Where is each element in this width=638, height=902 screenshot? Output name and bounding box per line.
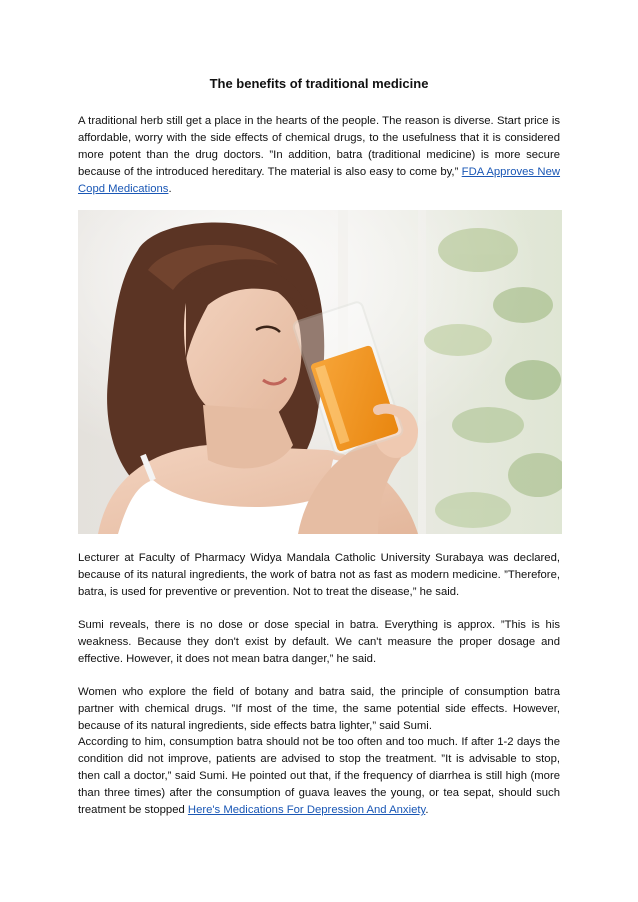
woman-drinking-juice-illustration: [78, 210, 562, 534]
paragraph-consumption: [78, 734, 560, 819]
paragraph-text: A traditional herb still get a place in the hearts of the people. The reason is diverse. Start price is affordable, worry with the side effects of chemical drugs, to the usefulness that it is considered more potent than the drug doctors. ”In addition, batra (traditional medicine) is more secure because of the introduced hereditary. The material is also easy to come by,”: [78, 115, 560, 178]
link-fda-copd[interactable]: FDA Approves New Copd Medications: [78, 166, 561, 195]
paragraph-tail: .: [168, 183, 172, 195]
paragraph-tail: .: [425, 804, 429, 816]
paragraph-dose: Sumi reveals, there is no dose or dose special in batra. Everything is approx. ”This is his weakness. Because they don't exist by default. We can't measure the proper dosage and effective. However, it does not mean batra danger,” he said.: [78, 619, 560, 665]
paragraph-text: According to him, consumption batra should not be too often and too much. If after 1-2 days the condition did not improve, patients are advised to stop the treatment. ”It is advisable to stop, then call a doctor,” said Sumi. He pointed out that, if the frequency of diarrhea is still high (more than three times) after the consumption of guava leaves the young, or tea sepat, should such treatment be stopped: [78, 736, 560, 816]
paragraph-lecturer: Lecturer at Faculty of Pharmacy Widya Mandala Catholic University Surabaya was declared, because of its natural ingredients, the work of batra not as fast as modern medicine. ”Therefore, batra, is used for preventive or prevention. Not to treat the disease,” he said.: [78, 552, 560, 598]
paragraph-botany: Women who explore the field of botany and batra said, the principle of consumption batra partner with chemical drugs. ”If most of the time, the same potential side effects. However, because of its natural ingredients, side effects batra lighter,” said Sumi.: [78, 686, 560, 732]
link-depression-anxiety[interactable]: Here's Medications For Depression And Anxiety: [187, 804, 426, 816]
paragraph-intro: [78, 113, 560, 198]
article-photo: [78, 210, 562, 534]
page-title: The benefits of traditional medicine: [209, 76, 429, 91]
